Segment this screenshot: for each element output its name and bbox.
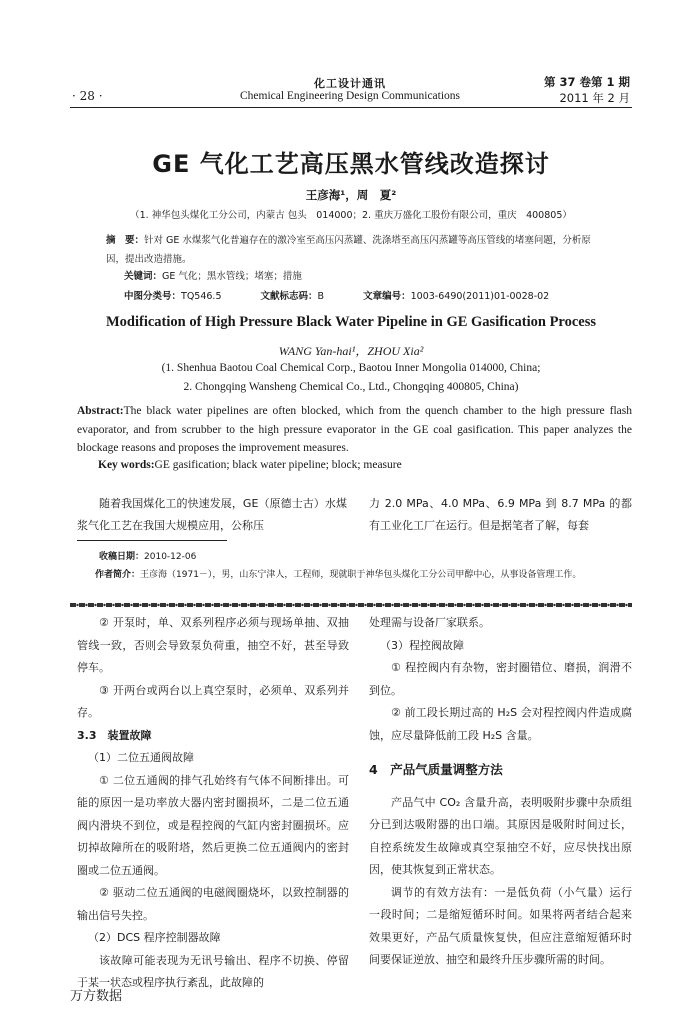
subheading: （3）程控阀故障 <box>380 638 464 652</box>
footer-watermark: 万方数据 <box>70 989 123 1004</box>
paragraph: 处理需与设备厂家联系。 <box>369 616 490 629</box>
paragraph: ② 驱动二位五通阀的电磁阀圈烧坏，以致控制器的输出信号失控。 <box>77 886 349 922</box>
clc-code: 中图分类号：TQ546.5 <box>124 291 222 302</box>
journal-title-cn: 化工设计通讯 <box>314 77 386 90</box>
section-heading-4: 4 产品气质量调整方法 <box>369 762 503 777</box>
paragraph: ② 前工段长期过高的 H₂S 会对程控阀内件造成腐蚀，应尽量降低前工段 H₂S 含量。 <box>369 706 632 742</box>
paragraph: ③ 开两台或两台以上真空泵时，必须单、双系列并存。 <box>77 683 349 719</box>
keywords-cn-label: 关键词： <box>124 271 163 282</box>
keywords-en-text: GE gasification; black water pipeline; block; measure <box>154 459 402 471</box>
paragraph: 调节的有效方法有：一是低负荷（小气量）运行一段时间；二是缩短循环时间。如果将两者结合起来效果更好，产品气质量恢复快，但应注意缩短循环时间要保证逆放、抽空和最终升压步骤所需的时间。 <box>369 885 632 966</box>
abstract-en-label: Abstract: <box>77 405 124 417</box>
paper-title-cn: GE 气化工艺高压黑水管线改造探讨 <box>152 150 550 178</box>
header-rule <box>70 107 632 108</box>
intro-left-column: 随着我国煤化工的快速发展，GE（原德士古）水煤浆气化工艺在我国大规模应用，公称压 <box>77 497 347 532</box>
abstract-cn <box>106 231 596 269</box>
paragraph: ① 程控阀内有杂物，密封圈错位、磨损，润滑不到位。 <box>369 661 632 697</box>
keywords-en-label: Key words: <box>98 459 155 471</box>
footnote-rule <box>77 540 227 541</box>
journal-volume: 第 37 卷第 1 期 <box>543 75 630 89</box>
paper-title-en: Modification of High Pressure Black Water Pipeline in GE Gasification Process <box>105 314 597 330</box>
decorative-band <box>70 602 632 608</box>
journal-title-en: Chemical Engineering Design Communications <box>239 90 461 102</box>
subheading: （1）二位五通阀故障 <box>88 751 194 764</box>
paragraph: 该故障可能表现为无讯号输出、程序不切换、停留于某一状态或程序执行紊乱，此故障的 <box>77 953 349 989</box>
abstract-en-text: The black water pipelines are often blocked, which from the quench chamber to the high pressure flash evaporator, and from scrubber to the high pressure evaporator in the GE coal gasification. This paper analyzes the blockage reasons and proposes the improvement measures. <box>77 405 632 454</box>
body-right-column <box>369 612 632 972</box>
abstract-cn-label: 摘 要： <box>106 235 145 246</box>
abstract-cn-text: 针对 GE 水煤浆气化普遍存在的激冷室至高压闪蒸罐、洗涤塔至高压闪蒸罐等高压管线的堵塞问题，分析原因，提出改造措施。 <box>106 235 591 265</box>
body-left-column <box>77 612 349 995</box>
affiliation-en-line-1: (1. Shenhua Baotou Coal Chemical Corp., Baotou Inner Mongolia 014000, China; <box>161 362 541 374</box>
intro-right-column: 力 2.0 MPa、4.0 MPa、6.9 MPa 到 8.7 MPa 的都有工业化工厂在运行。但是据笔者了解，每套 <box>369 497 632 532</box>
keywords-cn <box>124 268 594 282</box>
paragraph: ① 二位五通阀的排气孔始终有气体不间断排出。可能的原因一是功率放大器内密封圈损坏，二是二位五通阀内滑块不到位，或是程控阀的气缸内密封圈损坏。应切掉故障所在的吸附塔，然后更换二位五通阀内的密封圈或二位五通阀。 <box>77 773 349 877</box>
author-bio: 作者简介：王彦海（1971－），男，山东宁津人，工程师，现就职于神华包头煤化工分公司甲醇中心，从事设备管理工作。 <box>95 570 582 580</box>
doc-code: 文献标志码：B <box>260 291 325 302</box>
section-heading-3-3: 3.3 装置故障 <box>77 728 152 742</box>
journal-date: 2011 年 2 月 <box>559 91 630 105</box>
authors-cn: 王彦海¹，周 夏² <box>305 188 397 202</box>
classification-line <box>124 288 594 302</box>
affiliation-cn: （1. 神华包头煤化工分公司，内蒙古 包头 014000；2. 重庆万盛化工股份有限公司，重庆 400805） <box>130 210 572 221</box>
paragraph: 产品气中 CO₂ 含量升高，表明吸附步骤中杂质组分已到达吸附器的出口端。其原因是吸附时间过长，自控系统发生故障或真空泵抽空不好，应尽快找出原因，使其恢复到正常状态。 <box>369 795 632 876</box>
affiliation-en-line-2: 2. Chongqing Wansheng Chemical Co., Ltd., Chongqing 400805, China) <box>183 381 519 393</box>
keywords-cn-text: GE 气化；黑水管线；堵塞；措施 <box>162 271 302 282</box>
keywords-en <box>98 459 618 471</box>
received-date: 收稿日期：2010-12-06 <box>99 552 197 562</box>
page-number: · 28 · <box>72 89 103 103</box>
authors-en: WANG Yan-hai¹，ZHOU Xia² <box>278 344 424 358</box>
article-number: 文章编号：1003-6490(2011)01-0028-02 <box>363 291 550 302</box>
abstract-en <box>77 402 632 458</box>
subheading: （2）DCS 程序控制器故障 <box>88 931 221 944</box>
paragraph: ② 开泵时，单、双系列程序必须与现场单抽、双抽管线一致，否则会导致泵负荷重，抽空不好，甚至导致停车。 <box>77 616 349 674</box>
